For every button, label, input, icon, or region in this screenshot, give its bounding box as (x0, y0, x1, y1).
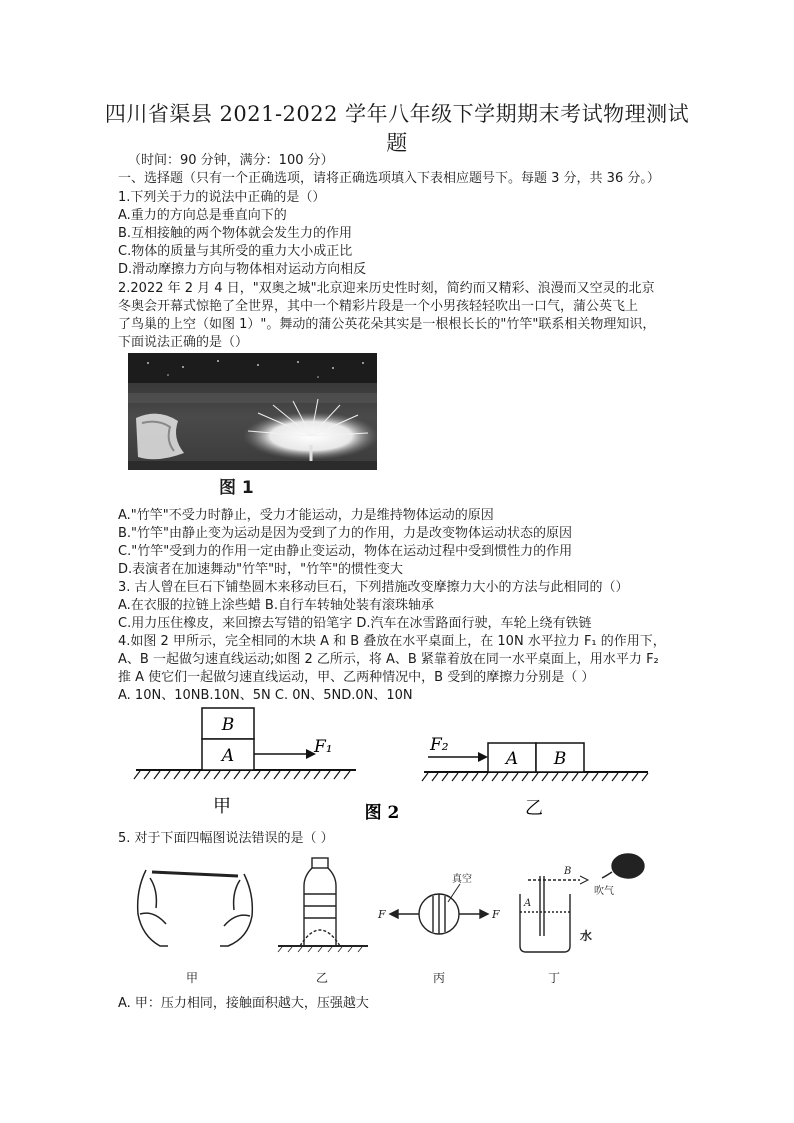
q3-options-cd: C.用力压住橡皮，来回擦去写错的铅笔字 D.汽车在冰雪路面行驶，车轮上绕有铁链 (118, 616, 592, 631)
q1-stem: 1.下列关于力的说法中正确的是（） (118, 190, 326, 205)
q2-option-b: B."竹竿"由静止变为运动是因为受到了力的作用，力是改变物体运动状态的原因 (118, 526, 573, 541)
q2-stem-line4: 下面说法正确的是（） (118, 335, 249, 350)
q2-option-d: D.表演者在加速舞动"竹竿"时，"竹竿"的惯性变大 (118, 562, 404, 577)
q5-label-b: B (564, 866, 572, 877)
figure-2-left-caption: 甲 (213, 796, 231, 817)
block-a-label: A (221, 746, 235, 766)
q1-option-d: D.滑动摩擦力方向与物体相对运动方向相反 (118, 262, 367, 277)
q5-water-label: 水 (580, 929, 593, 943)
figure-2-left (134, 708, 356, 817)
q4-stem-line2: A、B 一起做匀速直线运动;如图 2 乙所示，将 A、B 紧靠着放在同一水平桌面上，用水平力 F₂ (118, 652, 659, 667)
q1-option-b: B.互相接触的两个物体就会发生力的作用 (118, 226, 353, 241)
q5-caption-yi: 乙 (315, 971, 329, 985)
force-f1-label: F₁ (314, 737, 333, 757)
figure-2 (128, 702, 658, 827)
q2-option-c: C."竹竿"受到力的作用一定由静止变运动，物体在运动过程中受到惯性力的作用 (118, 544, 573, 559)
figure-2-right (422, 735, 648, 819)
q5-caption-bing: 丙 (432, 971, 446, 985)
q4-options: A. 10N、10NB.10N、5N C. 0N、5ND.0N、10N (118, 688, 413, 703)
q5-force-right: F (492, 908, 500, 921)
figure-2-right-caption: 乙 (525, 798, 543, 819)
block-b-label: B (221, 715, 235, 735)
doc-title: 四川省渠县 2021-2022 学年八年级下学期期末考试物理测试 (104, 102, 690, 126)
q5-stem: 5. 对于下面四幅图说法错误的是（ ） (118, 831, 334, 846)
pencil (152, 872, 238, 876)
q5-option-a: A. 甲：压力相同，接触面积越大，压强越大 (118, 996, 369, 1011)
figure-2-label: 图 2 (364, 803, 400, 823)
q5-force-left: F (378, 908, 386, 921)
q3-stem: 3. 古人曾在巨石下铺垫圆木来移动巨石，下列措施改变摩擦力大小的方法与此相同的（） (118, 580, 629, 595)
force-f2-arrowhead (478, 752, 488, 762)
q4-stem-line1: 4.如图 2 甲所示，完全相同的木块 A 和 B 叠放在水平桌面上，在 10N 水平拉力 F₁ 的作用下， (118, 634, 666, 649)
q2-option-a: A."竹竿"不受力时静止，受力才能运动，力是维持物体运动的原因 (118, 508, 494, 523)
block-b-side-label: B (553, 749, 567, 769)
doc-title-cont: 题 (386, 131, 408, 155)
q1-option-c: C.物体的质量与其所受的重力大小成正比 (118, 244, 353, 259)
section-heading: 一、选择题（只有一个正确选项，请将正确选项填入下表相应题号下。每题 3 分，共 36 分。） (118, 171, 660, 186)
q5-caption-jia: 甲 (185, 971, 199, 985)
q5-caption-ding: 丁 (547, 971, 561, 985)
q5-blow-label: 吹气 (594, 886, 614, 897)
figure-q5 (128, 850, 658, 988)
block-a-side-label: A (505, 749, 519, 769)
q3-options-ab: A.在衣服的拉链上涂些蜡 B.自行车转轴处装有滚珠轴承 (118, 598, 434, 613)
force-f2-label: F₂ (430, 735, 449, 755)
q5-figure-yi (278, 858, 368, 952)
figure-1-photo (128, 353, 377, 470)
q5-figure-bing (390, 884, 488, 934)
q4-stem-line3: 推 A 使它们一起做匀速直线运动，甲、乙两种情况中，B 受到的摩擦力分别是（ ） (118, 670, 595, 685)
q5-vacuum-label: 真空 (452, 874, 472, 885)
time-info: （时间：90 分钟，满分：100 分） (128, 153, 334, 168)
q2-stem-line3: 了鸟巢的上空（如图 1）"。舞动的蒲公英花朵其实是一根根长长的"竹竿"联系相关物理知识， (118, 317, 656, 332)
q5-figure-jia (138, 870, 253, 946)
q2-stem-line2: 冬奥会开幕式惊艳了全世界，其中一个精彩片段是一个小男孩轻轻吹出一口气，蒲公英飞上 (118, 299, 639, 314)
figure-1-label: 图 1 (219, 478, 254, 498)
q1-option-a: A.重力的方向总是垂直向下的 (118, 208, 287, 223)
q5-label-a: A (524, 898, 532, 909)
q2-stem-line1: 2.2022 年 2 月 4 日，"双奥之城"北京迎来历史性时刻，简约而又精彩、浪漫而又空灵的北京 (118, 281, 655, 296)
